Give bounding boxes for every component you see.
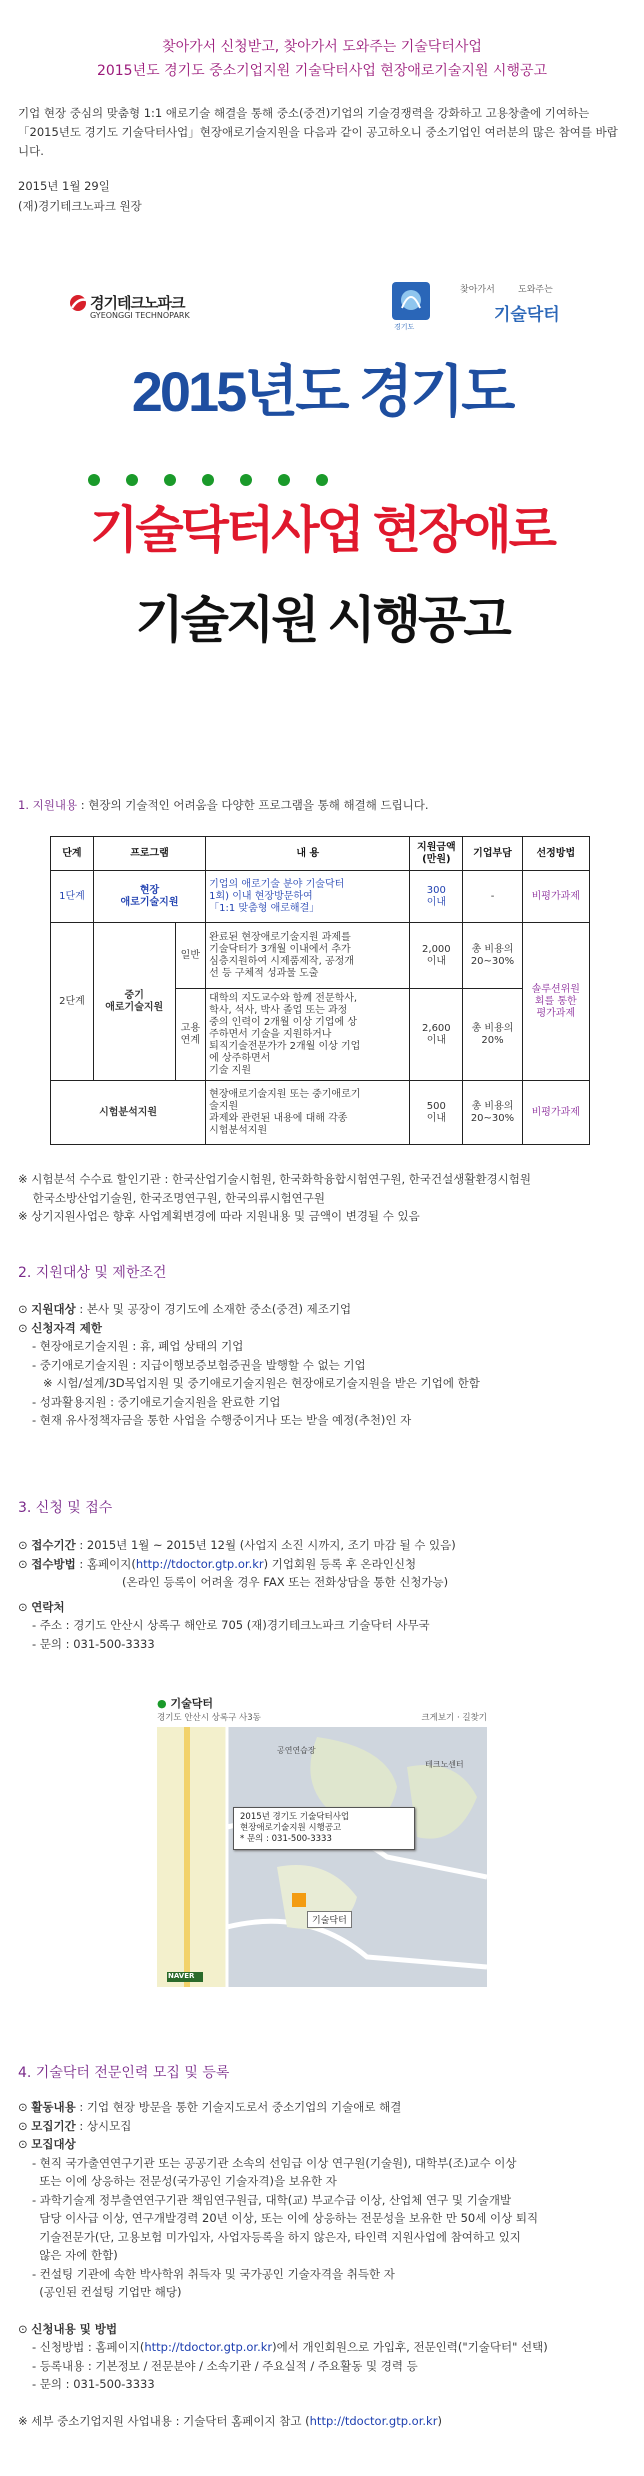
map-address: 경기도 안산시 상록구 사3동	[157, 1713, 261, 1723]
limit-2: - 중기애로기술지원 : 지급이행보증보험증권을 발행할 수 없는 기업	[32, 1357, 366, 1372]
r1-amount: 300 이내	[410, 871, 463, 923]
th-burden: 기업부담	[463, 837, 522, 871]
intro-paragraph: 기업 현장 중심의 맞춤형 1:1 애로기술 해결을 통해 중소(중견)기업의 기술경쟁력을 강화하고 고용창출에 기여하는 「2015년도 경기도 기술닥터사업」현장애로기술지원을 다음과 같이 공고하오니 중소기업인 여러분의 많은 참여를 바랍니다.	[18, 106, 618, 158]
gtp-logo	[66, 288, 216, 328]
location-map[interactable]	[157, 1695, 487, 1987]
r1-method: 비평가과제	[522, 871, 589, 923]
r2-method: 솔루션위원 회를 통한 평가과제	[522, 923, 589, 1081]
r2-sub1: 일반	[175, 923, 206, 989]
gtp-logo-ko: 경기테크노파크	[90, 294, 185, 312]
target-2b: 담당 이사급 이상, 연구개발경력 20년 이상, 또는 이에 상응하는 전문성을 보유한 만 50세 이상 퇴직	[32, 2211, 539, 2225]
method-label: 접수방법	[31, 1556, 76, 1571]
limit-3: ※ 시험/설계/3D목업지원 및 중기애로기술지원은 현장애로기술지원을 받은 기업에 한함	[32, 1376, 480, 1390]
apply-3: - 문의 : 031-500-3333	[32, 2377, 155, 2391]
map-title: ● 기술닥터	[157, 1697, 213, 1710]
r1-content: 기업의 애로기술 분야 기술닥터 1회) 이내 현장방문하여 「1:1 맞춤형 애로해결」	[206, 871, 410, 923]
r2-stage: 2단계	[51, 923, 94, 1081]
r2-sub2: 고용 연계	[175, 989, 206, 1081]
banner-dots	[82, 470, 382, 490]
th-amount: 지원금액 (만원)	[410, 837, 463, 871]
tdoctor-logo-big: 기술닥터	[494, 305, 560, 325]
recruit-period-value: : 상시모집	[75, 2118, 132, 2133]
tdoctor-logo	[390, 278, 580, 332]
r2-program: 중기 애로기술지원	[93, 923, 175, 1081]
note1: ※ 시험분석 수수료 할인기관 : 한국산업기술시험원, 한국화학융합시험연구원, 한국건설생활환경시험원	[18, 1172, 531, 1186]
activity-bullet-icon: ⊙	[18, 2100, 32, 2114]
r1-program: 현장 애로기술지원	[93, 871, 205, 923]
period-value: : 2015년 1월 ~ 2015년 12월 (사업지 소진 시까지, 조기 마감 될 수 있음)	[75, 1538, 456, 1552]
section1-heading	[18, 797, 429, 813]
th-method: 선정방법	[522, 837, 589, 871]
target-2: - 과학기술계 정부출연연구기관 책임연구원급, 대학(교) 부교수급 이상, 산업체 연구 및 기술개발	[32, 2192, 512, 2207]
r1-burden: -	[463, 871, 522, 923]
recruit-target-bullet-icon: ⊙	[18, 2137, 32, 2151]
map-bubble-3: * 문의 : 031-500-3333	[240, 1834, 332, 1844]
footer-link[interactable]: http://tdoctor.gtp.or.kr	[309, 2413, 438, 2428]
apply-1-post: )에서 개인회원으로 가입후, 전문인력("기술닥터" 선택)	[272, 2340, 548, 2354]
notice-date: 2015년 1월 29일	[18, 179, 110, 193]
target-2c: 기술전문가(단, 고용보험 미가입자, 사업자등록을 하지 않은자, 타인력 지원사업에 참여하고 있지	[32, 2229, 521, 2244]
r2-burden1: 총 비용의 20~30%	[463, 923, 522, 989]
contact-label: 연락처	[31, 1599, 65, 1614]
th-stage: 단계	[51, 837, 94, 871]
section1-title: 지원내용	[32, 798, 78, 812]
note3: ※ 상기지원사업은 향후 사업계획변경에 따라 지원내용 및 금액이 변경될 수 있음	[18, 1209, 420, 1223]
r2-content1: 완료된 현장애로기술지원 과제를 기술닥터가 3개월 이내에서 추가 심층지원하여 시제품제작, 공정개 선 등 구체적 성과물 도출	[206, 923, 410, 989]
footer-post: )	[437, 2413, 442, 2428]
r3-burden: 총 비용의 20~30%	[463, 1081, 522, 1145]
target-1: - 현직 국가출연연구기관 또는 공공기관 소속의 선임급 이상 연구원(기술원), 대학부(조)교수 이상	[32, 2155, 517, 2170]
r2-content2: 대학의 지도교수와 함께 전문학사, 학사, 석사, 박사 졸업 또는 과정 중의 인력이 2개월 이상 기업에 상 주하면서 기술을 지원하거나 퇴직기술전문가가 2개월 이상 기업 에 상주하면서 기술 지원	[206, 989, 410, 1081]
section3-title: 3. 신청 및 접수	[18, 1500, 113, 1516]
map-bubble	[233, 1807, 415, 1850]
map-brand: NAVER	[168, 1972, 195, 1980]
map-pin-icon: ●	[157, 1697, 167, 1710]
limit-bullet-icon: ⊙	[18, 1320, 32, 1335]
apply-homepage-link[interactable]: http://tdoctor.gtp.or.kr	[144, 2340, 273, 2354]
section3-body	[18, 1536, 638, 1653]
map-place1: 공연연습장	[277, 1746, 316, 1755]
target-3: - 컨설팅 기관에 속한 박사학위 취득자 및 국가공인 기술자격을 취득한 자	[32, 2266, 395, 2281]
footer-pre: ※ 세부 중소기업지원 사업내용 : 기술닥터 홈페이지 참고 (	[18, 2413, 310, 2428]
homepage-link[interactable]: http://tdoctor.gtp.or.kr	[135, 1556, 264, 1571]
activity-label: 활동내용	[31, 2100, 76, 2114]
map-bubble-2: 현장애로기술지원 시행공고	[240, 1823, 342, 1833]
map-place2: 테크노센터	[425, 1760, 464, 1769]
map-bubble-1: 2015년 경기도 기술닥터사업	[240, 1812, 350, 1822]
target-3b: (공인된 컨설팅 기업만 해당)	[32, 2285, 182, 2299]
section4-title: 4. 기술닥터 전문인력 모집 및 등록	[18, 2065, 230, 2081]
tdoctor-logo-sub: 경기도	[394, 323, 415, 331]
note2: 한국소방산업기술원, 한국조명연구원, 한국의류시험연구원	[18, 1190, 325, 1205]
gtp-logo-en: GYEONGGI TECHNOPARK	[90, 311, 190, 320]
section4-body	[18, 2098, 638, 2430]
recruit-period-label: 모집기간	[31, 2118, 76, 2133]
target-bullet-icon: ⊙	[18, 1302, 32, 1316]
r2-burden2: 총 비용의 20%	[463, 989, 522, 1081]
method-sub: (온라인 등록이 어려울 경우 FAX 또는 전화상담을 통한 신청가능)	[122, 1575, 449, 1589]
section1-desc: : 현장의 기술적인 어려움을 다양한 프로그램을 통해 해결해 드립니다.	[77, 798, 429, 812]
limit-label: 신청자격 제한	[31, 1320, 102, 1335]
section1-num: 1.	[18, 798, 29, 812]
apply-bullet-icon: ⊙	[18, 2321, 32, 2336]
contact-phone: - 문의 : 031-500-3333	[32, 1636, 155, 1651]
apply-1-pre: - 신청방법 : 홈페이지(	[32, 2340, 145, 2354]
contact-address: - 주소 : 경기도 안산시 상록구 해안로 705 (재)경기테크노파크 기술닥터 사무국	[32, 1618, 430, 1632]
apply-2: - 등록내용 : 기본정보 / 전문분야 / 소속기관 / 주요실적 / 주요활동 및 경력 등	[32, 2358, 418, 2373]
banner-line2: 기술닥터사업 현장애로	[90, 502, 554, 558]
limit-4: - 성과활용지원 : 중기애로기술지원을 완료한 기업	[32, 1394, 281, 1409]
tdoctor-logo-small1: 찾아가서	[460, 285, 495, 295]
header-title: 2015년도 경기도 중소기업지원 기술닥터사업 현장애로기술지원 시행공고	[96, 63, 548, 79]
r1-stage: 1단계	[51, 871, 94, 923]
limit-5: - 현재 유사정책자금을 통한 사업을 수행중이거나 또는 받을 예정(추천)인 자	[32, 1413, 412, 1427]
section1-notes	[18, 1170, 638, 1226]
target-value: : 본사 및 공장이 경기도에 소재한 중소(중견) 제조기업	[75, 1302, 352, 1316]
th-program: 프로그램	[93, 837, 205, 871]
period-label: 접수기간	[31, 1538, 76, 1552]
r3-amount: 500 이내	[410, 1081, 463, 1145]
r3-content: 현장애로기술지원 또는 중기애로기 술지원 과제와 관련된 내용에 대해 각종 시험분석지원	[206, 1081, 410, 1145]
banner-line3: 기술지원 시행공고	[135, 592, 509, 648]
r2-amount1: 2,000 이내	[410, 923, 463, 989]
target-label: 지원대상	[31, 1302, 76, 1316]
header-tagline: 찾아가서 신청받고, 찾아가서 도와주는 기술닥터사업	[162, 39, 482, 55]
section2-title: 2. 지원대상 및 제한조건	[18, 1265, 167, 1281]
target-2d: 않은 자에 한함)	[32, 2248, 118, 2262]
recruit-period-bullet-icon: ⊙	[18, 2118, 32, 2133]
map-pin-label[interactable]: 기술닥터	[307, 1911, 352, 1928]
r2-amount2: 2,600 이내	[410, 989, 463, 1081]
apply-label: 신청내용 및 방법	[31, 2321, 118, 2336]
recruit-target-label: 모집대상	[31, 2137, 76, 2151]
r3-program: 시험분석지원	[51, 1081, 206, 1145]
section2-body	[18, 1300, 638, 1430]
target-1b: 또는 이에 상응하는 전문성(국가공인 기술자격)을 보유한 자	[32, 2174, 337, 2188]
r3-method: 비평가과제	[522, 1081, 589, 1145]
banner-line1: 2015년도 경기도	[131, 360, 513, 423]
activity-value: : 기업 현장 방문을 통한 기술지도로서 중소기업의 기술애로 해결	[75, 2100, 402, 2114]
method-pre: : 홈페이지(	[75, 1556, 136, 1571]
limit-1: - 현장애로기술지원 : 휴, 폐업 상태의 기업	[32, 1339, 244, 1353]
contact-bullet-icon: ⊙	[18, 1599, 32, 1614]
method-bullet-icon: ⊙	[18, 1556, 32, 1571]
th-content: 내 용	[206, 837, 410, 871]
period-bullet-icon: ⊙	[18, 1538, 32, 1552]
tdoctor-logo-small2: 도와주는	[518, 285, 553, 295]
method-post: ) 기업회원 등록 후 온라인신청	[263, 1556, 417, 1571]
support-table	[50, 836, 590, 1145]
notice-issuer: (재)경기테크노파크 원장	[18, 199, 142, 213]
map-links[interactable]: 크게보기 · 길찾기	[421, 1713, 487, 1723]
